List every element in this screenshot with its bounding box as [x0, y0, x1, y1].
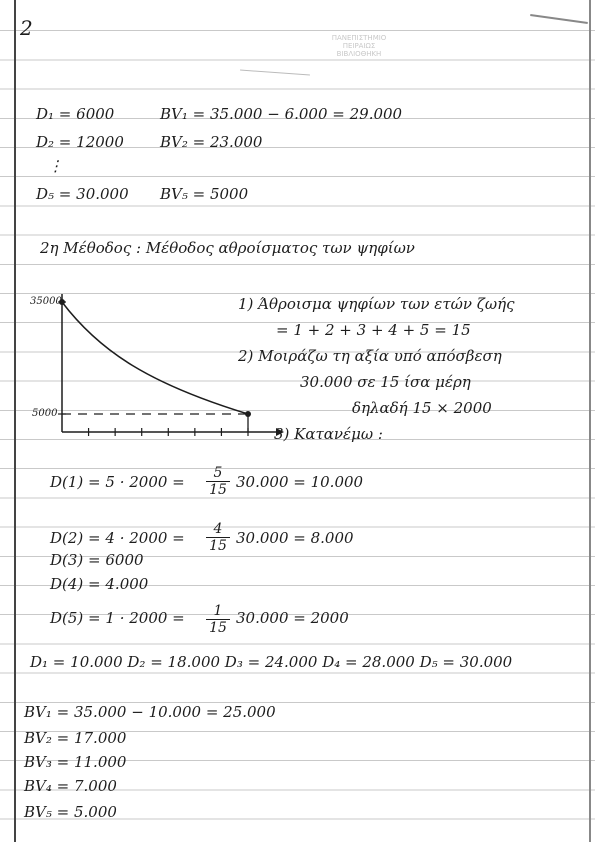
step2-line2: 30.000 σε 15 ίσα μέρη	[300, 373, 471, 391]
depreciation-curve	[62, 302, 248, 414]
bv5-value: BV₅ = 5000	[160, 185, 249, 203]
alloc-d1-fraction	[206, 466, 230, 497]
library-stamp: ΠΑΝΕΠΙΣΤΗΜΙΟ ΠΕΙΡΑΙΩΣ ΒΙΒΛΙΟΘΗΚΗ	[331, 34, 387, 58]
alloc-d3: D(3) = 6000	[50, 551, 144, 569]
fraction-numerator: 5	[206, 466, 230, 482]
step1-sum: = 1 + 2 + 3 + 4 + 5 = 15	[276, 321, 471, 339]
fraction-numerator: 1	[206, 604, 230, 620]
bv2-value: BV₂ = 23.000	[160, 133, 263, 151]
bv3-new: BV₃ = 11.000	[24, 753, 127, 771]
y-tick-label: 35000	[30, 296, 62, 307]
fraction-numerator: 4	[206, 522, 230, 538]
step1-title: 1) Άθροισμα ψηφίων των ετών ζωής	[238, 295, 515, 313]
y-tick-label: 5000	[32, 408, 58, 419]
bv1-new: BV₁ = 35.000 − 10.000 = 25.000	[24, 703, 276, 721]
step2-line3: δηλαδή 15 × 2000	[352, 399, 492, 417]
bv1-formula: BV₁ = 35.000 − 6.000 = 29.000	[160, 105, 403, 123]
alloc-d4: D(4) = 4.000	[50, 575, 149, 593]
alloc-d1-right: 30.000 = 10.000	[236, 473, 364, 491]
bv5-new: BV₅ = 5.000	[24, 803, 117, 821]
fraction-denominator: 15	[209, 620, 227, 636]
alloc-d1-left: D(1) = 5 · 2000 =	[50, 473, 185, 491]
page-number: 2	[20, 16, 33, 40]
d5-value: D₅ = 30.000	[36, 185, 129, 203]
end-point	[245, 411, 251, 417]
fraction-denominator: 15	[209, 482, 227, 498]
alloc-d5-left: D(5) = 1 · 2000 =	[50, 609, 185, 627]
bv4-new: BV₄ = 7.000	[24, 777, 117, 795]
alloc-d2-fraction	[206, 522, 230, 553]
chart-ticks	[58, 302, 248, 436]
step2-title: 2) Μοιράζω τη αξία υπό απόσβεση	[238, 347, 502, 365]
bv2-new: BV₂ = 17.000	[24, 729, 127, 747]
step3-title: 3) Κατανέμω :	[274, 425, 383, 443]
method-heading: 2η Μέθοδος : Μέθοδος αθροίσματος των ψηφίων	[40, 239, 415, 257]
alloc-d2-right: 30.000 = 8.000	[236, 529, 354, 547]
alloc-d5-fraction	[206, 604, 230, 635]
cumulative-depreciation: D₁ = 10.000 D₂ = 18.000 D₃ = 24.000 D₄ = 28.000 D₅ = 30.000	[30, 653, 513, 671]
alloc-d2-left: D(2) = 4 · 2000 =	[50, 529, 185, 547]
d2-value: D₂ = 12000	[36, 133, 124, 151]
continuation-dots: ⋮	[48, 157, 63, 175]
d1-value: D₁ = 6000	[36, 105, 115, 123]
alloc-d5-right: 30.000 = 2000	[236, 609, 349, 627]
fraction-denominator: 15	[209, 538, 227, 554]
